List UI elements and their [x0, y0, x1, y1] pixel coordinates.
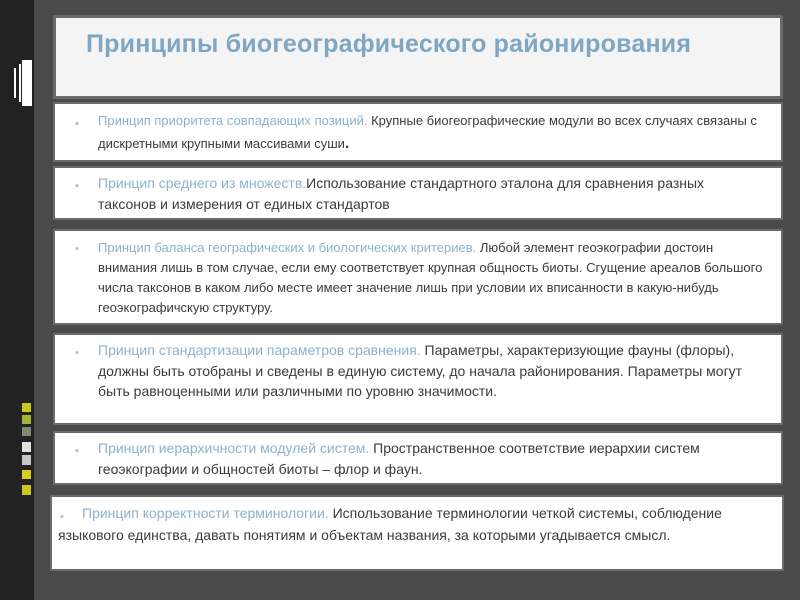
principle-1-text: Крупные биогеографические модули во всех случаях связаны с дискретными крупными массивами суши	[98, 113, 757, 151]
principle-panel-2	[53, 166, 783, 220]
principle-1-title: Принцип приоритета совпадающих позиций.	[98, 113, 368, 128]
principle-2-title: Принцип среднего из множеств.	[98, 175, 307, 191]
bullet-icon: ▪	[60, 511, 64, 523]
principle-panel-5	[53, 431, 783, 485]
principle-2-text: Использование стандартного эталона для сравнения разных таксонов и измерения от единых стандартов	[98, 175, 705, 212]
principle-panel-1	[53, 102, 783, 162]
principle-4-text: Параметры, характеризующие фауны (флоры), должны быть отобраны и сведены в единую систему, до начала районирования. Параметры могут быть равноценными или различными по уровню значимости.	[98, 342, 743, 399]
principle-6-text: Использование терминологии четкой системы, соблюдение языкового единства, давать понятиям и объектам названия, за которыми угадывается смысл.	[58, 505, 722, 543]
principle-3-text: Любой элемент геоэкографии достоин внимания лишь в том случае, если ему соответствует крупная общность биоты. Сгущение ареалов большого числа таксонов в каком либо месте имеет значение лишь при условии их вписанности в какую-нибудь геоэкографичскую структуру.	[98, 240, 763, 315]
principle-5-title: Принцип иерархичности модулей систем.	[98, 440, 370, 456]
bullet-icon: ▪	[75, 180, 79, 192]
principle-panel-3	[53, 229, 783, 325]
bullet-icon: ▪	[75, 347, 79, 359]
title-panel	[53, 15, 783, 99]
slide-title: Принципы биогеографического районирования	[86, 30, 692, 58]
left-decor-pattern	[0, 0, 34, 600]
principle-6-title: Принцип корректности терминологии.	[82, 505, 329, 521]
principle-5-text: Пространственное соответствие иерархии систем геоэкографии и общностей биоты – флор и фаун.	[98, 440, 700, 477]
principle-3-title: Принцип баланса географических и биологических критериев.	[98, 240, 477, 255]
principle-panel-4	[53, 333, 783, 425]
principle-panel-6	[50, 495, 784, 571]
principle-4-title: Принцип стандартизации параметров сравнения.	[98, 342, 421, 358]
bullet-icon: ▪	[75, 118, 79, 130]
principle-1-end: .	[344, 135, 350, 152]
bullet-icon: ▪	[75, 445, 79, 457]
bullet-icon: ▪	[75, 243, 79, 255]
